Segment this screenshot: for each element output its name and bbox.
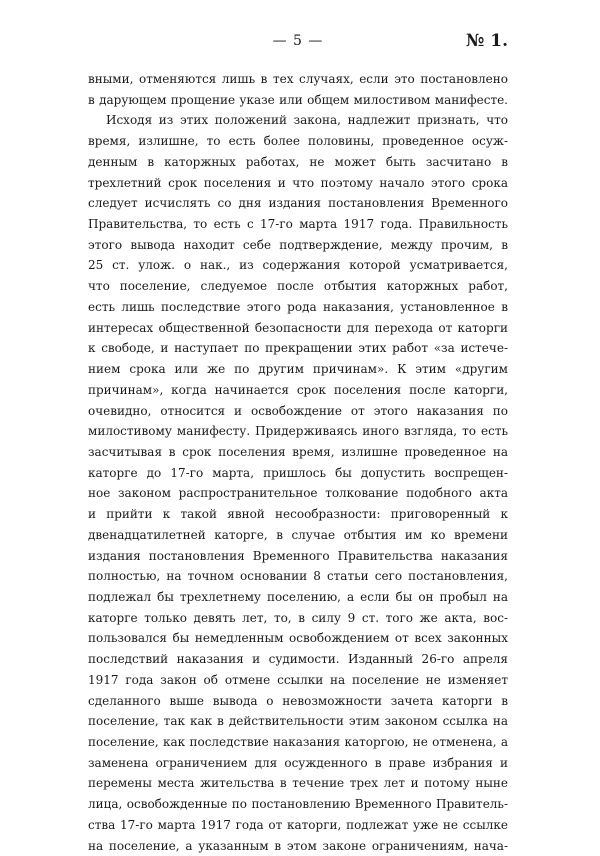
- text-line: каторге до 17-го марта, пришлось бы допустить воспрещен-: [88, 465, 508, 480]
- text-line: интересах общественной безопасности для перехода от каторги: [88, 320, 508, 335]
- text-line: трехлетний срок поселения и что поэтому начало этого срока: [88, 175, 508, 190]
- text-line: очевидно, относится и освобождение от этого наказания по: [88, 403, 508, 418]
- text-line: сделанного выше вывода о невозможности зачета каторги в: [88, 693, 508, 708]
- text-line: поселение, как последствие наказания каторгою, не отменена, а: [88, 735, 508, 749]
- text-line: нием срока или же по другим причинам». К этим «другим: [88, 362, 508, 377]
- text-line: издания постановления Временного Правительства наказания: [88, 548, 508, 563]
- text-line: и прийти к такой явной несообразности: приговоренный к: [88, 507, 508, 522]
- text-line: этого вывода находит себе подтверждение, между прочим, в: [88, 237, 508, 252]
- text-line: засчитывая в срок поселения время, излишне проведенное на: [88, 444, 508, 459]
- text-line: 1917 года закон об отмене ссылки на поселение не изменяет: [88, 672, 508, 687]
- text-line: на поселение, а указанным в этом законе ограничениям, нача-: [88, 838, 508, 853]
- text-line: что поселение, следуемое после отбытия каторжных работ,: [88, 279, 508, 294]
- issue-number: № 1.: [465, 31, 508, 51]
- text-line: полностью, на точном основании 8 статьи сего постановления,: [88, 569, 508, 584]
- text-line: двенадцатилетней каторге, в случае отбытия им ко времени: [88, 527, 508, 542]
- text-line: Правительства, то есть с 17-го марта 1917 года. Правильность: [88, 217, 508, 232]
- text-line: денным в каторжных работах, не может быть засчитано в: [88, 154, 508, 169]
- text-line: ства 17-го марта 1917 года от каторги, подлежат уже не ссылке: [88, 817, 508, 832]
- text-line: лица, освобожденные по постановлению Временного Правитель-: [88, 797, 508, 812]
- text-line: к свободе, и наступает по прекращении этих работ «за истече-: [88, 341, 508, 356]
- text-line: пользовался бы немедленным освобождением от всех законных: [88, 631, 508, 646]
- text-line: последствий наказания и судимости. Изданный 26-го апреля: [88, 652, 508, 667]
- page-number: — 5 —: [272, 33, 324, 49]
- text-line: 25 ст. улож. о нак., из содержания которой усматривается,: [88, 258, 508, 273]
- text-line: вными, отменяются лишь в тех случаях, если это постановлено: [88, 72, 508, 86]
- text-line: поселение, так как в действительности этим законом ссылка на: [88, 714, 508, 729]
- text-line: есть лишь последствие этого рода наказания, установленное в: [88, 299, 508, 314]
- text-line: причинам», когда начинается срок поселения после каторги,: [88, 382, 508, 397]
- text-line: ное законом распространительное толкование подобного акта: [88, 486, 508, 501]
- text-line: милостивому манифесту. Придерживаясь иного взгляда, то есть: [88, 424, 508, 439]
- text-line: следует исчислять со дня издания постановления Временного: [88, 196, 508, 211]
- body-text: [88, 69, 508, 856]
- text-line: в дарующем прощение указе или общем милостивом манифесте.: [88, 92, 508, 107]
- page-header: [88, 31, 508, 55]
- text-line: перемены места жительства в течение трех лет и потому ныне: [88, 776, 508, 791]
- text-line: заменена ограничением для осужденного в праве избрания и: [88, 755, 508, 770]
- text-line: подлежал бы трехлетнему поселению, а если бы он пробыл на: [88, 589, 508, 604]
- text-line: каторге только девять лет, то, в силу 9 ст. того же акта, вос-: [88, 610, 508, 625]
- text-line: время, излишне, то есть более половины, проведенное осуж-: [88, 134, 508, 149]
- text-line: Исходя из этих положений закона, надлежит признать, что: [106, 113, 508, 128]
